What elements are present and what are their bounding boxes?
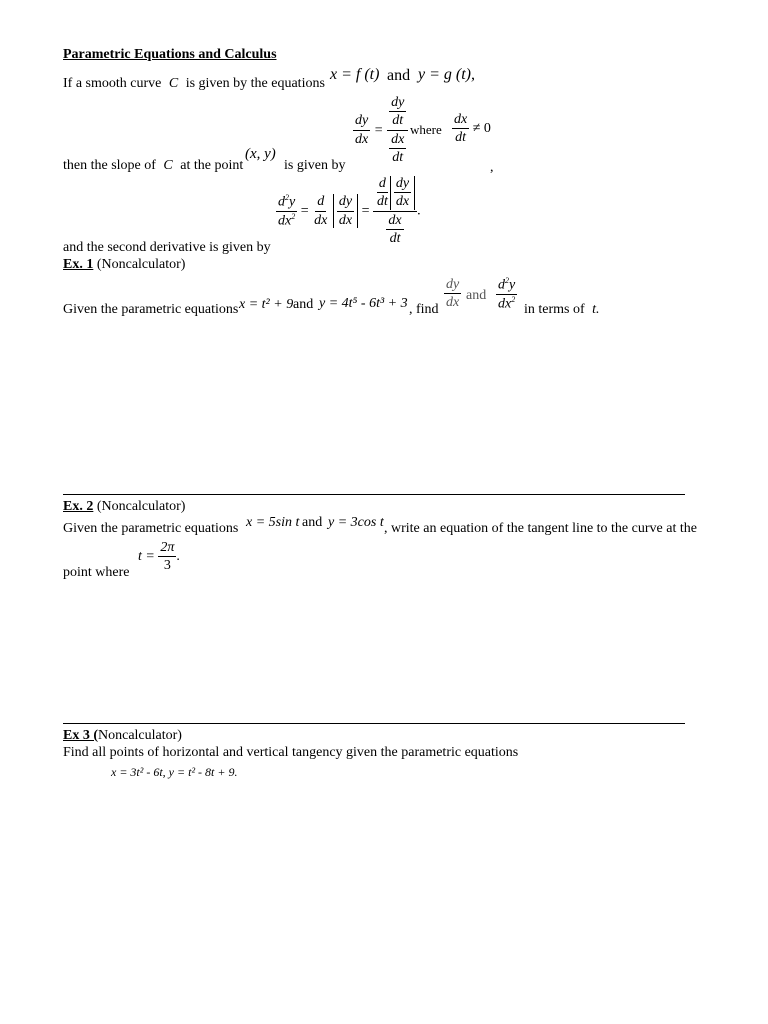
- ex1-t-var: t.: [592, 302, 600, 317]
- ex1-given: Given the parametric equations: [63, 302, 239, 317]
- ex2-point-where: point where: [63, 565, 130, 580]
- ex2-t-fraction: [158, 540, 176, 574]
- d2y-dx2-fraction: $\frac{d^2y}{dx^2}$: [278, 192, 296, 229]
- dx-dt-condition: $\frac{dx}{dt}$ ≠ 0: [454, 112, 491, 146]
- second-derivative-formula: $\frac{d^2y}{dx^2}$ = $\frac{d}{dx}$ $\frac{dy}{dx}$ = $\frac{d}{dt}$ $\frac{dy}{dx}$ $\frac{dx}{dt}$ .: [278, 176, 421, 247]
- intro-line-1: [63, 76, 325, 92]
- where-word: where: [410, 122, 442, 137]
- ex2-t-den: 3: [163, 558, 171, 574]
- bracketed-dydx: $\frac{dy}{dx}$: [333, 194, 358, 228]
- ex2-eq-y: y = 3cos t: [328, 515, 384, 530]
- ex2-label: Ex. 2: [63, 499, 94, 514]
- ex1-and-2: and: [466, 288, 487, 303]
- ex3-label: Ex 3 (: [63, 728, 98, 743]
- ex3-equations: x = 3t² - 6t, y = t² - 8t + 9.: [111, 765, 238, 779]
- ex2-rest: , write an equation of the tangent line to the curve at the: [384, 521, 697, 536]
- ex2-given: Given the parametric equations: [63, 521, 239, 536]
- slope-line: [63, 158, 243, 174]
- ex1-note: (Noncalculator): [96, 257, 186, 272]
- ex3-text: Find all points of horizontal and vertical tangency given the parametric equations: [63, 745, 519, 760]
- ex2-t-num: 2π: [158, 540, 176, 557]
- point-xy: (x, y): [245, 146, 276, 162]
- trailing-comma: ,: [490, 160, 494, 175]
- ex1-heading: [63, 257, 185, 273]
- ex1-d2ydx2: $\frac{d^2y}{dx^2}$: [498, 276, 516, 312]
- ex1-and: and: [293, 297, 314, 312]
- slope-text: then the slope of: [63, 158, 156, 173]
- divider-2: [63, 723, 685, 724]
- first-derivative-formula: $\frac{dy}{dx}$ = $\frac{\frac{dy}{dt}}{\frac{dx}{dt}}$: [353, 95, 408, 166]
- intro-text-mid: is given by the equations: [185, 76, 325, 91]
- eq-x-of-t: x = f (t): [330, 66, 380, 83]
- ex2-and: and: [302, 515, 323, 530]
- ex2-t-eq: t =: [138, 549, 155, 565]
- neq-zero: ≠ 0: [472, 121, 491, 137]
- ex3-heading: [63, 728, 182, 744]
- dydt-over-dxdt-fraction: $\frac{\frac{dy}{dt}}{\frac{dx}{dt}}$: [387, 95, 408, 166]
- ex1-dydx: $\frac{dy}{dx}$: [446, 277, 460, 311]
- slope-text-post: is given by: [284, 158, 346, 173]
- eq-y-of-t: y = g (t),: [418, 66, 475, 83]
- slope-text-mid: at the point: [180, 158, 244, 173]
- ex1-terms: [524, 302, 600, 318]
- second-derivative-text: and the second derivative is given by: [63, 240, 271, 255]
- ex1-find: , find: [409, 302, 439, 317]
- page-title: Parametric Equations and Calculus: [63, 47, 277, 62]
- ex1-label: Ex. 1: [63, 257, 94, 272]
- ex2-eq-x: x = 5sin t: [246, 515, 300, 530]
- curve-var: C: [168, 76, 179, 91]
- ex1-eq-x: x = t² + 9: [239, 297, 294, 312]
- ex2-heading: [63, 499, 185, 515]
- ex2-t-value: t = $\frac{2\pi}{3}$ .: [138, 540, 180, 574]
- intro-text: If a smooth curve: [63, 76, 162, 91]
- ex2-note: (Noncalculator): [96, 499, 186, 514]
- ex3-note: Noncalculator): [98, 728, 182, 743]
- dy-dx-fraction: $\frac{dy}{dx}$: [355, 113, 369, 147]
- divider-1: [63, 494, 685, 495]
- curve-var-2: C: [163, 158, 173, 173]
- and-word: and: [387, 67, 411, 84]
- ex1-terms-text: in terms of: [524, 302, 585, 317]
- ex1-eq-y: y = 4t⁵ - 6t³ + 3: [319, 296, 408, 311]
- compound-fraction: $\frac{d}{dt}$ $\frac{dy}{dx}$ $\frac{dx}{dt}$: [373, 176, 417, 247]
- d-dx-fraction: $\frac{d}{dx}$: [314, 194, 328, 228]
